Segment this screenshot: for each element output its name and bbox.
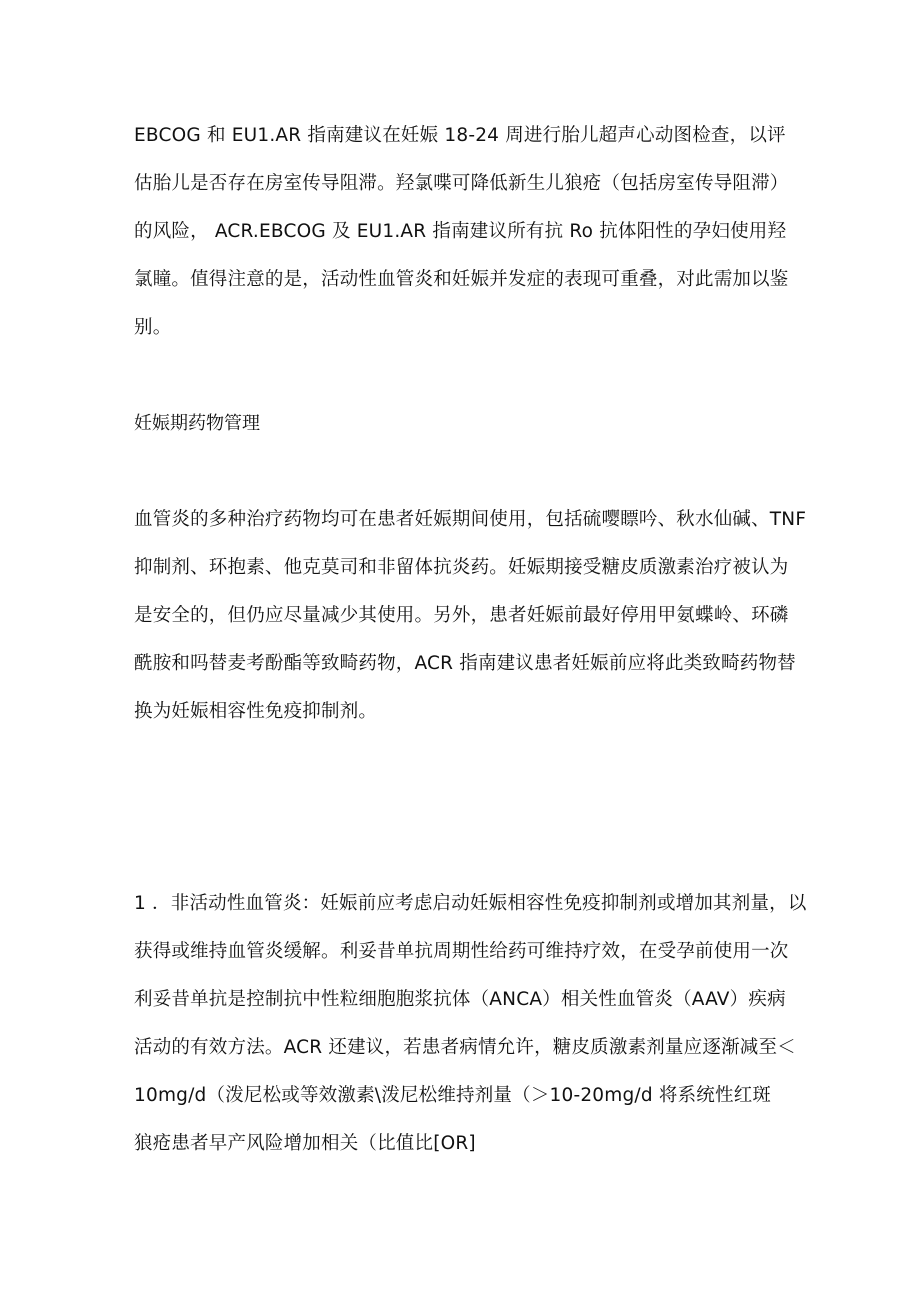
text-line: 别。 bbox=[134, 317, 172, 338]
text-line: 血管炎的多种治疗药物均可在患者妊娠期间使用，包括硫嘤瞟吟、秋水仙碱、TNF bbox=[134, 509, 807, 530]
text-line: EBCOG 和 EU1.AR 指南建议在妊娠 18-24 周进行胎儿超声心动图检查，以评 bbox=[134, 125, 786, 146]
text-line: 活动的有效方法。ACR 还建议，若患者病情允许，糖皮质激素剂量应逐渐减至＜ bbox=[134, 1037, 796, 1058]
text-line: 狼疮患者早产风险增加相关（比值比[OR] bbox=[134, 1133, 476, 1154]
text-line: 10mg∕d（泼尼松或等效激素\泼尼松维持剂量（＞10-20mg∕d 将系统性红斑 bbox=[134, 1085, 772, 1106]
text-line: 换为妊娠相容性免疫抑制剂。 bbox=[134, 701, 378, 722]
text-line: 酰胺和吗替麦考酚酯等致畸药物，ACR 指南建议患者妊娠前应将此类致畸药物替 bbox=[134, 653, 796, 674]
text-line: 是安全的，但仍应尽量减少其使用。另外，患者妊娠前最好停用甲氨蝶岭、环磷 bbox=[134, 605, 789, 626]
text-line: 1 ．非活动性血管炎：妊娠前应考虑启动妊娠相容性免疫抑制剂或增加其剂量，以 bbox=[134, 893, 807, 914]
text-line: 获得或维持血管炎缓解。利妥昔单抗周期性给药可维持疗效，在受孕前使用一次 bbox=[134, 941, 789, 962]
section-heading: 妊娠期药物管理 bbox=[134, 413, 260, 434]
text-line: 氯瞳。值得注意的是，活动性血管炎和妊娠并发症的表现可重叠，对此需加以鉴 bbox=[134, 269, 789, 290]
text-line: 抑制剂、环抱素、他克莫司和非留体抗炎药。妊娠期接受糖皮质激素治疗被认为 bbox=[134, 557, 789, 578]
text-line: 利妥昔单抗是控制抗中性粒细胞胞浆抗体（ANCA）相关性血管炎（AAV）疾病 bbox=[134, 989, 786, 1010]
text-line: 估胎儿是否存在房室传导阻滞。羟氯喋可降低新生儿狼疮（包括房室传导阻滞） bbox=[134, 173, 789, 194]
text-line: 的风险， ACR.EBCOG 及 EU1.AR 指南建议所有抗 Ro 抗体阳性的孕妇使用羟 bbox=[134, 221, 787, 242]
